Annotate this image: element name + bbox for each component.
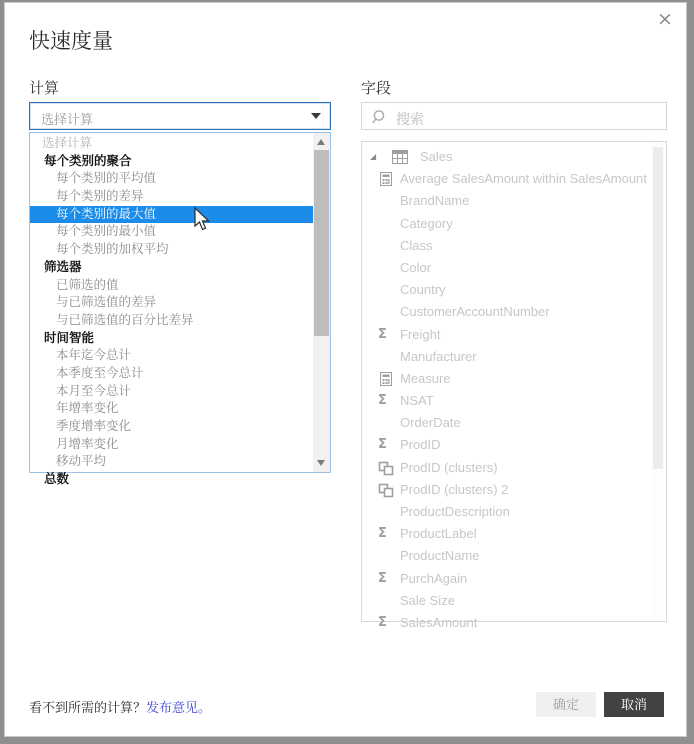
- field-row[interactable]: [362, 501, 651, 523]
- ok-button[interactable]: 确定: [536, 692, 596, 717]
- field-label: Class: [400, 237, 433, 253]
- field-label: Category: [400, 215, 453, 231]
- fields-scrollbar-thumb[interactable]: [653, 147, 663, 469]
- dropdown-option[interactable]: 选择计算: [42, 136, 93, 150]
- dropdown-option[interactable]: 每个类别的加权平均: [56, 242, 169, 257]
- dropdown-option[interactable]: 与已筛选值的差异: [56, 295, 157, 310]
- field-label: ProdID: [400, 437, 441, 453]
- clusters-icon: [378, 461, 394, 475]
- calculation-dropdown-list: [29, 132, 331, 487]
- field-label: Sales: [420, 149, 453, 164]
- dropdown-option[interactable]: 本年迄今总计: [56, 348, 132, 363]
- dropdown-group-header: 筛选器: [44, 259, 82, 274]
- close-icon[interactable]: ×: [657, 8, 673, 30]
- calculator-icon: [378, 372, 394, 386]
- dropdown-option[interactable]: 年增率变化: [56, 401, 119, 416]
- field-label: Measure: [400, 370, 451, 386]
- field-label: SalesAmount: [400, 614, 478, 630]
- dropdown-group-header: 每个类别的聚合: [44, 153, 132, 168]
- field-label: Average SalesAmount within SalesAmount: [400, 171, 647, 187]
- field-row[interactable]: [362, 190, 651, 212]
- field-label: OrderDate: [400, 415, 461, 431]
- feedback-question: 看不到所需的计算？: [29, 700, 147, 715]
- dropdown-option[interactable]: 与已筛选值的百分比差异: [56, 312, 194, 327]
- chevron-down-icon[interactable]: [311, 113, 321, 119]
- field-table-row[interactable]: [362, 146, 651, 168]
- dropdown-option[interactable]: 每个类别的最大值: [30, 206, 313, 224]
- collapse-triangle-icon[interactable]: ◢: [370, 152, 377, 161]
- scroll-up-icon[interactable]: [317, 139, 325, 145]
- field-row[interactable]: [362, 523, 651, 545]
- dropdown-option[interactable]: 本月至今总计: [56, 383, 132, 398]
- dropdown-option[interactable]: 移动平均: [56, 454, 107, 469]
- calculator-icon: [378, 172, 394, 186]
- quick-measures-dialog: [4, 2, 687, 737]
- combobox-value: 选择计算: [41, 112, 94, 127]
- dropdown-group-header: 时间智能: [44, 330, 95, 345]
- field-row[interactable]: [362, 257, 651, 279]
- scroll-down-icon[interactable]: [317, 460, 325, 466]
- field-row[interactable]: [362, 324, 651, 346]
- field-label: ProductName: [400, 548, 480, 564]
- field-label: Manufacturer: [400, 348, 477, 364]
- dropdown-option[interactable]: 每个类别的差异: [56, 189, 144, 204]
- field-row[interactable]: [362, 168, 651, 190]
- field-row[interactable]: [362, 368, 651, 390]
- dropdown-option[interactable]: 已筛选的值: [56, 277, 119, 292]
- page-title: 快速度量: [29, 30, 113, 53]
- field-label: Sale Size: [400, 592, 455, 608]
- dropdown-option[interactable]: 每个类别的平均值: [56, 171, 157, 186]
- field-label: Color: [400, 259, 432, 275]
- sigma-icon: Σ: [378, 570, 387, 586]
- field-label: NSAT: [400, 393, 434, 409]
- dropdown-option[interactable]: 月增率变化: [56, 436, 119, 451]
- field-row[interactable]: [362, 479, 651, 501]
- fields-section-label: 字段: [361, 80, 392, 97]
- field-row[interactable]: [362, 301, 651, 323]
- field-row[interactable]: [362, 434, 651, 456]
- field-row[interactable]: [362, 213, 651, 235]
- dropdown-options: [30, 135, 313, 487]
- field-row[interactable]: [362, 568, 651, 590]
- dropdown-option[interactable]: 季度增率变化: [56, 419, 132, 433]
- field-label: ProductDescription: [400, 504, 510, 519]
- fields-rows: [362, 146, 651, 630]
- field-row[interactable]: [362, 457, 651, 479]
- sigma-icon: Σ: [378, 526, 387, 542]
- field-label: ProdID (clusters) 2: [400, 481, 509, 497]
- sigma-icon: Σ: [378, 614, 387, 630]
- cancel-button[interactable]: 取消: [604, 692, 664, 717]
- calculation-combobox[interactable]: [29, 102, 331, 130]
- clusters-icon: [378, 483, 394, 497]
- field-label: PurchAgain: [400, 570, 468, 586]
- field-row[interactable]: [362, 545, 651, 567]
- field-row[interactable]: [362, 279, 651, 301]
- field-label: CustomerAccountNumber: [400, 304, 550, 320]
- dropdown-option[interactable]: 本季度至今总计: [56, 365, 144, 380]
- field-label: ProductLabel: [400, 526, 477, 542]
- calculation-section-label: 计算: [29, 80, 60, 97]
- field-label: BrandName: [400, 193, 470, 209]
- feedback-link[interactable]: 发布意见。: [146, 700, 212, 715]
- field-row[interactable]: [362, 612, 651, 634]
- dropdown-scrollbar-thumb[interactable]: [314, 150, 329, 336]
- field-row[interactable]: [362, 412, 651, 434]
- sigma-icon: Σ: [378, 393, 387, 409]
- field-row[interactable]: [362, 346, 651, 368]
- dropdown-group-header: 总数: [44, 472, 70, 487]
- search-icon: [372, 109, 388, 125]
- fields-list: [361, 141, 667, 630]
- field-label: ProdID (clusters): [400, 459, 498, 475]
- search-placeholder: 搜索: [396, 111, 424, 127]
- fields-scrollbar[interactable]: [651, 143, 665, 620]
- field-row[interactable]: [362, 235, 651, 257]
- field-row[interactable]: [362, 390, 651, 412]
- dropdown-scrollbar[interactable]: [313, 133, 330, 472]
- sigma-icon: Σ: [378, 437, 387, 453]
- table-icon: [392, 150, 408, 164]
- feedback-text: [29, 697, 211, 716]
- field-row[interactable]: [362, 590, 651, 612]
- field-label: Country: [400, 282, 446, 298]
- field-label: Freight: [400, 326, 441, 342]
- sigma-icon: Σ: [378, 326, 387, 342]
- search-input[interactable]: [361, 102, 667, 130]
- dropdown-option[interactable]: 每个类别的最小值: [56, 224, 157, 239]
